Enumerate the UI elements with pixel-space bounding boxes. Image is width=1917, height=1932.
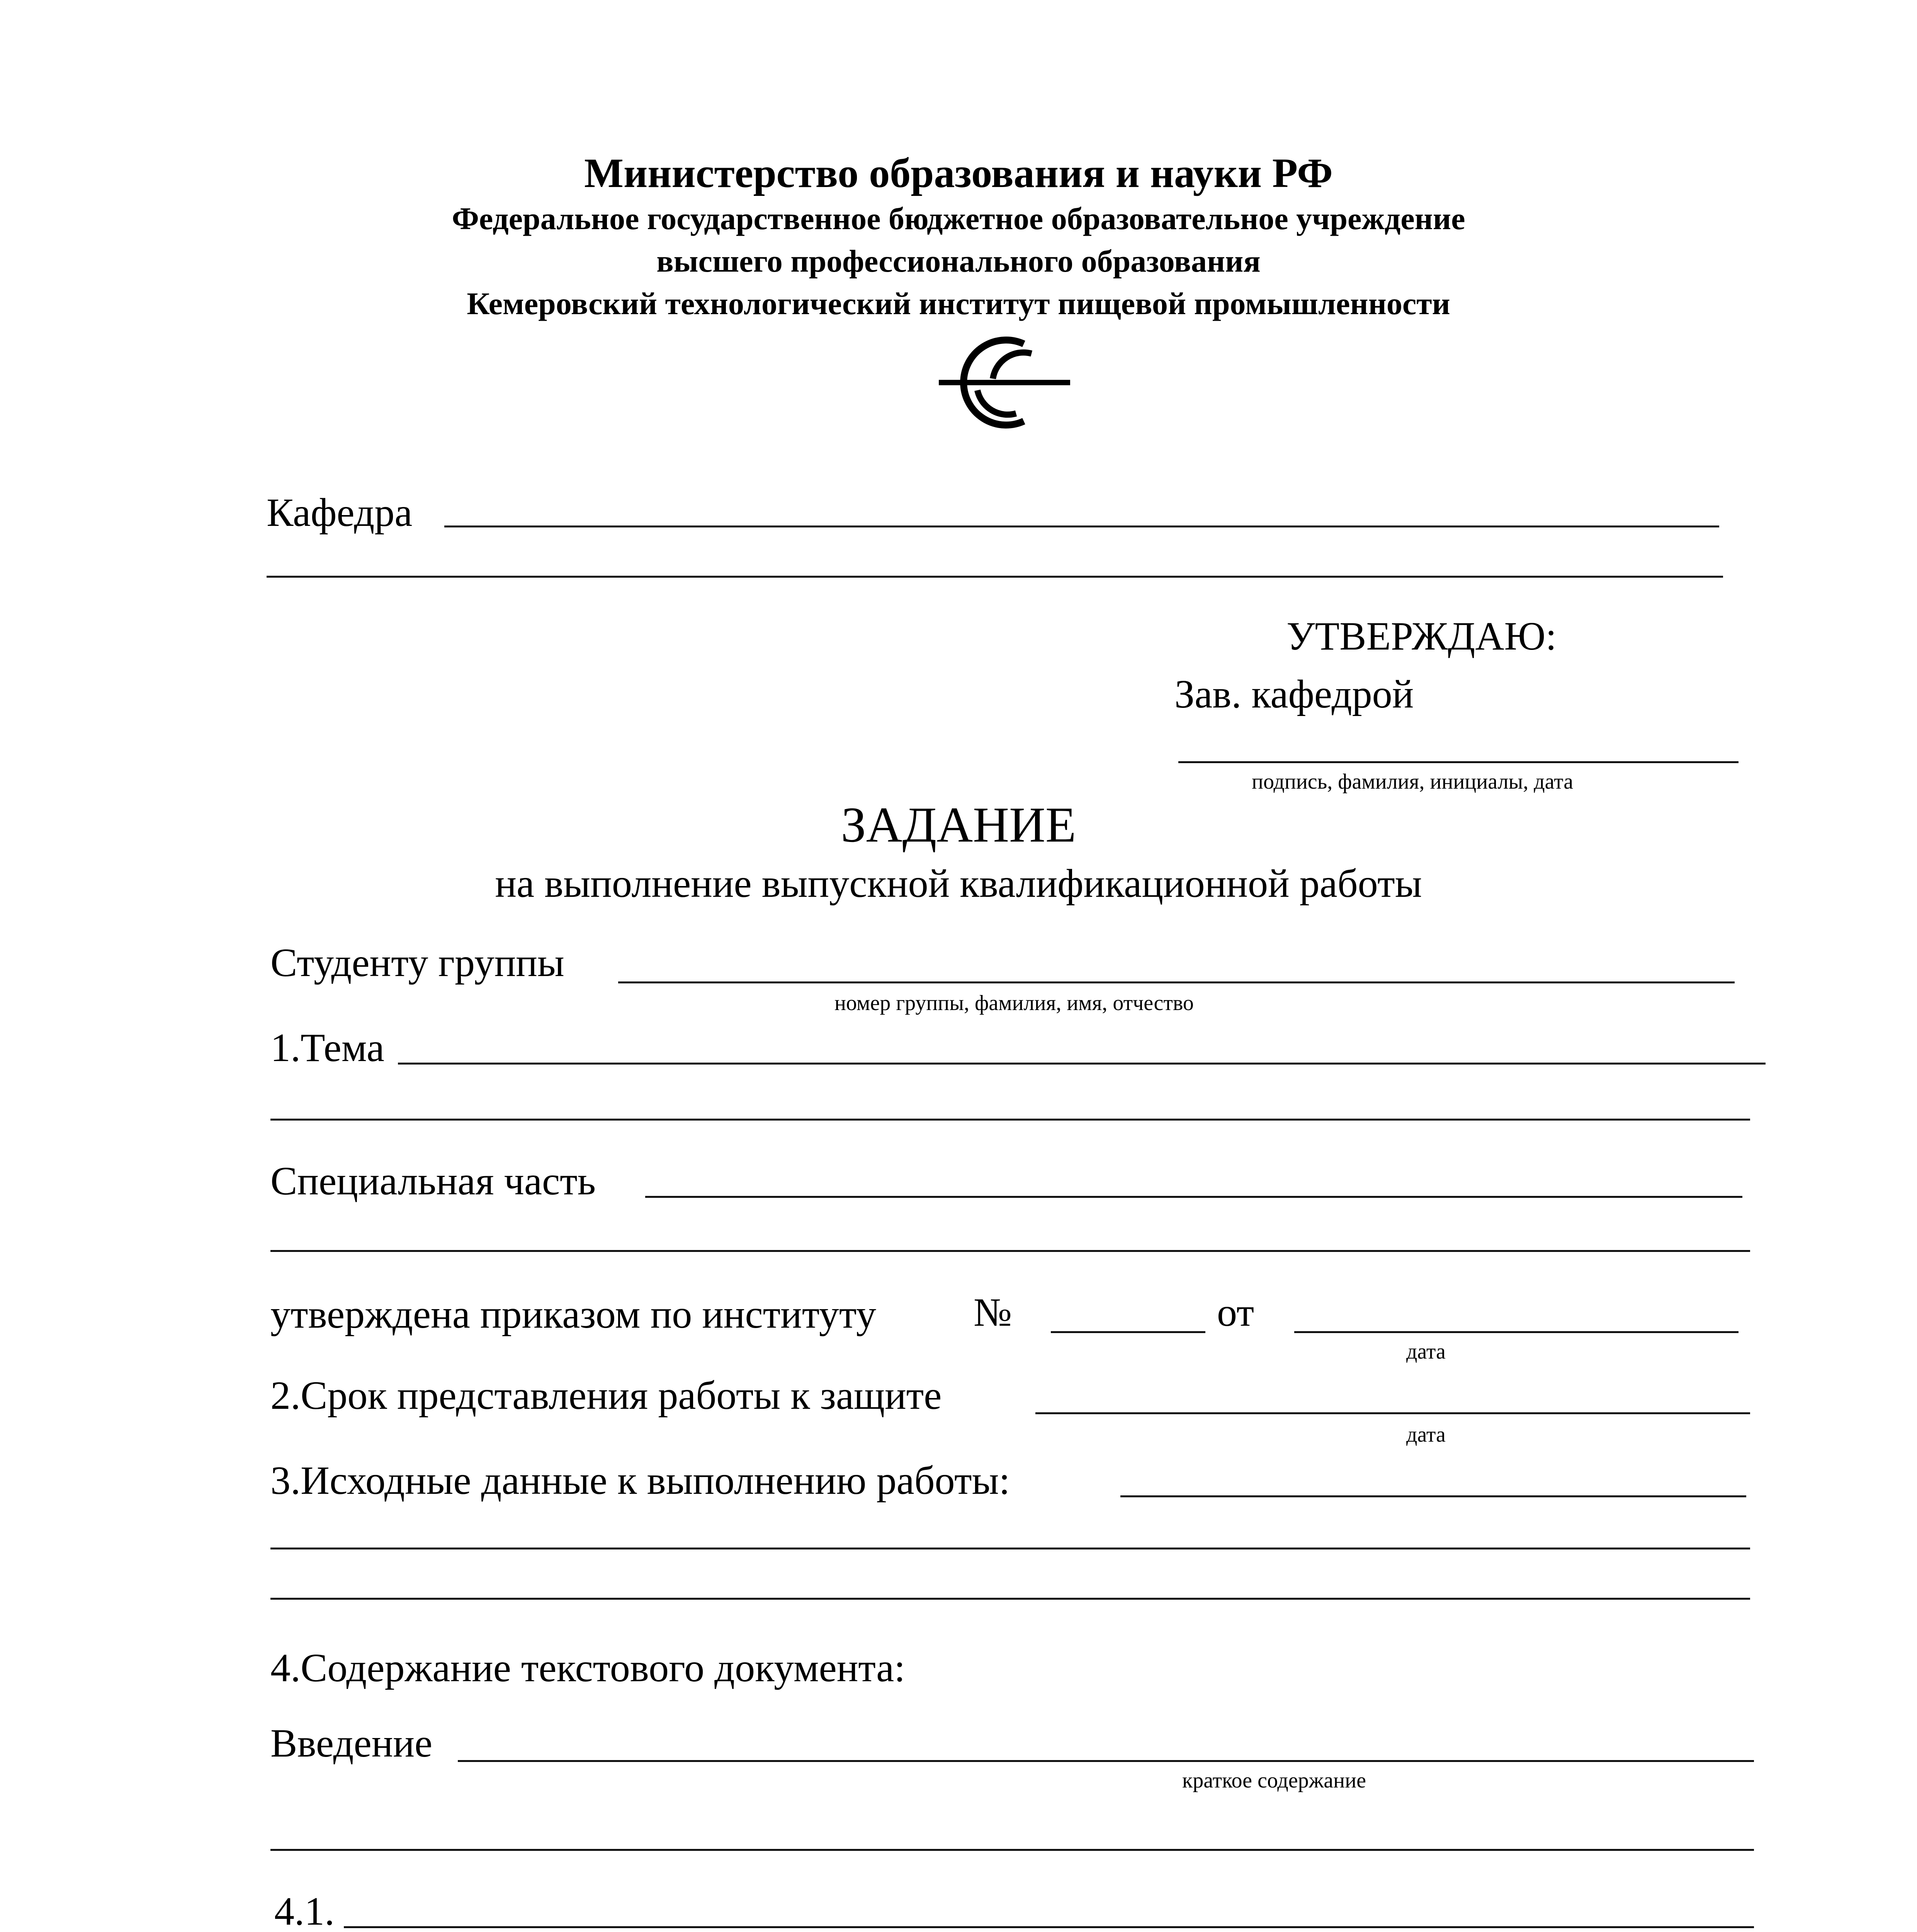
topic-label: 1.Тема (270, 1026, 384, 1070)
signature-field[interactable] (1178, 761, 1739, 763)
signature-caption: подпись, фамилия, инициалы, дата (1252, 770, 1574, 794)
department-field[interactable] (444, 526, 1719, 527)
student-field[interactable] (618, 981, 1735, 983)
order-from-label: от (1217, 1290, 1254, 1335)
special-part-field[interactable] (645, 1196, 1742, 1198)
topic-field[interactable] (398, 1063, 1766, 1065)
intro-field-line2[interactable] (270, 1849, 1754, 1851)
student-label: Студенту группы (270, 940, 564, 985)
deadline-date-caption: дата (1406, 1423, 1446, 1447)
student-caption: номер группы, фамилия, имя, отчество (834, 991, 1194, 1015)
deadline-field[interactable] (1035, 1412, 1750, 1414)
order-label: утверждена приказом по институту (270, 1292, 876, 1337)
section-number: 4.1. (274, 1889, 335, 1932)
contents-label: 4.Содержание текстового документа: (270, 1646, 906, 1690)
topic-field-line2[interactable] (270, 1119, 1750, 1121)
order-date-field[interactable] (1294, 1331, 1739, 1333)
section-field[interactable] (344, 1926, 1754, 1928)
institute-name: Кемеровский технологический институт пищевой промышленности (467, 286, 1450, 321)
source-data-label: 3.Исходные данные к выполнению работы: (270, 1458, 1010, 1503)
intro-field[interactable] (458, 1760, 1754, 1762)
order-date-caption: дата (1406, 1340, 1446, 1364)
institution-line2: высшего профессионального образования (656, 243, 1261, 279)
intro-caption: краткое содержание (1182, 1769, 1366, 1793)
institute-logo-icon (935, 332, 1074, 433)
source-data-field[interactable] (1120, 1495, 1746, 1497)
ministry-title: Министерство образования и науки РФ (584, 150, 1333, 196)
intro-label: Введение (270, 1721, 433, 1765)
source-data-field-line2[interactable] (270, 1548, 1750, 1549)
institution-line1: Федеральное государственное бюджетное образовательное учреждение (452, 201, 1465, 236)
assignment-subtitle: на выполнение выпускной квалификационной работы (495, 861, 1422, 906)
special-part-label: Специальная часть (270, 1159, 596, 1203)
department-field-line2[interactable] (267, 576, 1723, 578)
approval-head: Зав. кафедрой (1174, 672, 1414, 716)
department-label: Кафедра (267, 490, 413, 535)
deadline-label: 2.Срок представления работы к защите (270, 1373, 942, 1418)
source-data-field-line3[interactable] (270, 1598, 1750, 1600)
approval-title: УТВЕРЖДАЮ: (1286, 614, 1557, 658)
assignment-title: ЗАДАНИЕ (841, 797, 1076, 853)
special-part-field-line2[interactable] (270, 1250, 1750, 1252)
order-number-field[interactable] (1051, 1331, 1205, 1333)
order-number-sign: № (974, 1290, 1012, 1335)
